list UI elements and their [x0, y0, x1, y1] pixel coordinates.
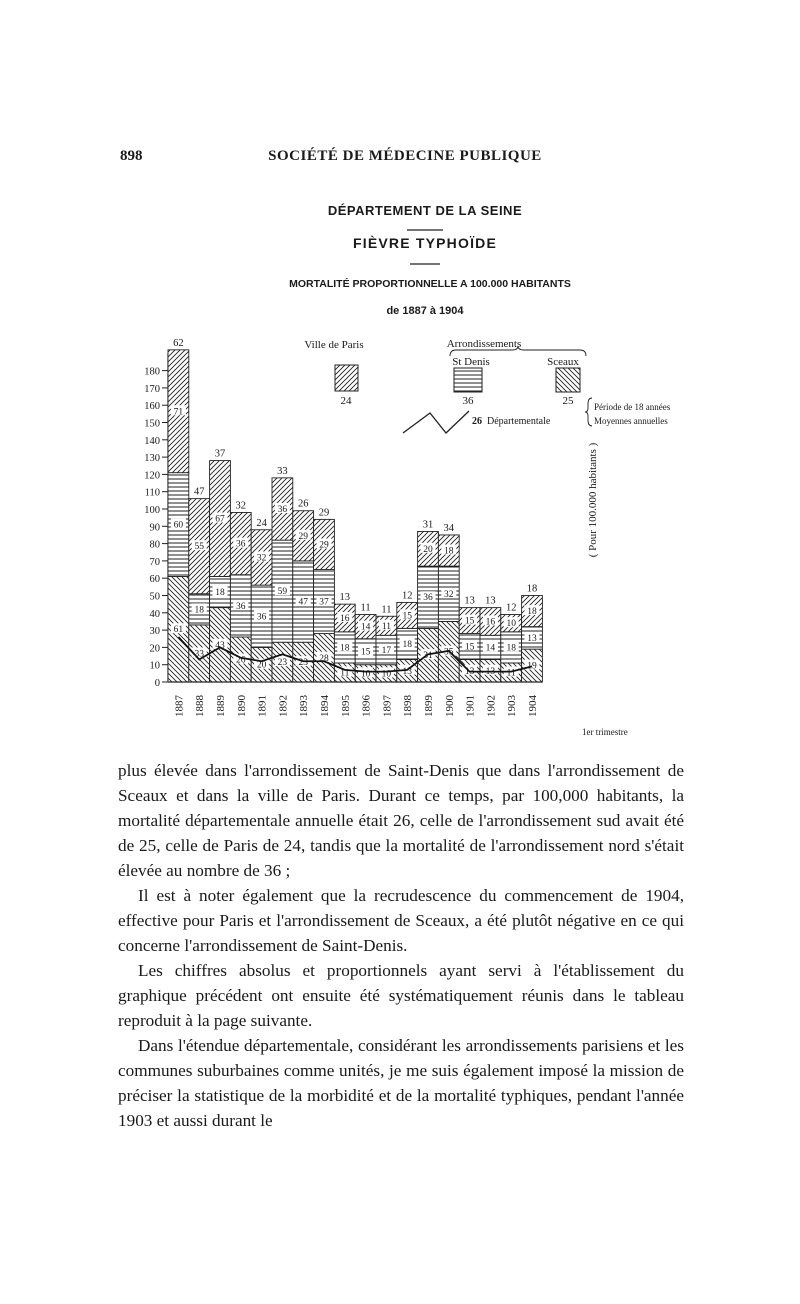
- y-tick-label: 70: [149, 556, 160, 568]
- bar-top-label: 31: [422, 519, 434, 531]
- typhoid-mortality-chart: [120, 190, 690, 750]
- bar-top-label: 32: [235, 500, 247, 512]
- value-label-sceaux: 13: [485, 666, 496, 677]
- value-label-stdenis: 37: [319, 597, 329, 608]
- bar-top-label: 13: [464, 595, 475, 607]
- value-label-stdenis: 18: [194, 605, 204, 616]
- y-tick-label: 150: [144, 418, 160, 430]
- legend-ville-label: Ville de Paris: [304, 339, 364, 351]
- bar-top-label: 11: [360, 602, 371, 614]
- value-label-sceaux: 11: [340, 668, 350, 679]
- bar-top-label: 37: [214, 448, 226, 460]
- legend-dept-line: [403, 411, 469, 433]
- bar-top-label: 33: [277, 465, 288, 477]
- value-label-sceaux: 11: [506, 668, 516, 679]
- y-tick-label: 110: [144, 487, 160, 499]
- x-tick-label: 1898: [402, 695, 415, 717]
- chart-title-4: de 1887 à 1904: [386, 305, 464, 317]
- x-tick-label: 1897: [381, 695, 394, 717]
- value-label-stdenis: 36: [236, 601, 246, 612]
- legend-dept-value: 26: [472, 416, 482, 427]
- y-tick-label: 160: [144, 401, 160, 413]
- legend-swatch-sceaux: [556, 368, 580, 392]
- chart-legend: [304, 338, 670, 557]
- bar-top-label: 18: [526, 583, 538, 595]
- footnote-first-quarter: 1er trimestre: [582, 727, 628, 737]
- body-paragraph: plus élevée dans l'arrondissement de Saint-Denis que dans l'arrondissement de Sceaux et dans la ville de Paris. Durant ce temps, par 100,000 habitants, la mortalité départementale annuelle était 26, celle de l'arrondissement sud avait été de 25, celle de Paris de 24, tandis que la mortalité de l'arrondissement nord s'était élevée au nombre de 36 ;: [118, 761, 684, 880]
- value-label-paris: 15: [402, 611, 412, 622]
- value-label-sceaux: 13: [464, 666, 475, 677]
- value-label-paris: 11: [381, 621, 391, 632]
- y-tick-label: 50: [149, 591, 160, 603]
- bar-top-label: 12: [401, 590, 413, 602]
- value-label-sceaux: 10: [381, 669, 392, 680]
- x-tick-label: 1892: [277, 695, 290, 717]
- chart-title-2: FIÈVRE TYPHOÏDE: [352, 235, 498, 251]
- legend-stdenis-label: St Denis: [452, 356, 490, 368]
- value-label-paris: 18: [444, 546, 454, 557]
- x-tick-label: 1891: [256, 695, 269, 717]
- value-label-stdenis: 59: [277, 587, 288, 598]
- x-tick-label: 1889: [215, 695, 227, 717]
- value-label-sceaux: 28: [319, 653, 329, 664]
- bar-top-label: 13: [339, 592, 351, 604]
- value-label-paris: 29: [298, 531, 308, 542]
- bar-top-label: 29: [318, 507, 330, 519]
- bar-top-label: 47: [193, 486, 205, 498]
- x-tick-label: 1900: [443, 695, 456, 717]
- value-label-paris: 14: [360, 622, 371, 633]
- y-tick-label: 130: [144, 453, 160, 465]
- value-label-paris: 16: [340, 613, 350, 624]
- value-label-paris: 15: [464, 616, 475, 627]
- bar-top-label: 26: [297, 498, 309, 510]
- y-tick-label: 10: [149, 660, 160, 672]
- value-label-paris: 16: [485, 617, 496, 628]
- y-axis: [144, 353, 168, 689]
- legend-value-stdenis: 36: [462, 395, 474, 407]
- value-label-sceaux: 43: [215, 640, 225, 651]
- value-label-sceaux: 35: [444, 647, 454, 658]
- y-tick-label: 30: [149, 626, 160, 638]
- x-tick-label: 1894: [319, 695, 331, 717]
- x-tick-label: 1902: [485, 695, 498, 717]
- value-label-sceaux: 61: [173, 625, 184, 636]
- value-label-paris: 71: [173, 407, 184, 418]
- x-axis: [168, 682, 542, 717]
- x-tick-label: 1887: [173, 695, 186, 717]
- value-label-paris: 55: [194, 542, 204, 553]
- chart-title-1: DÉPARTEMENT DE LA SEINE: [327, 203, 523, 218]
- bar-top-label: 24: [256, 517, 267, 529]
- page-number: 898: [120, 148, 143, 164]
- value-label-sceaux: 31: [423, 651, 433, 662]
- value-label-paris: 18: [527, 607, 537, 618]
- value-label-sceaux: 26: [236, 655, 246, 666]
- value-label-paris: 10: [506, 619, 516, 630]
- y-tick-label: 60: [149, 574, 160, 586]
- value-label-paris: 29: [319, 540, 329, 551]
- body-paragraph: Les chiffres absolus et proportionnels ayant servi à l'établissement du graphique précédent ont ensuite été systématiquement réunis dans le tableau reproduit à la page suivante.: [118, 961, 684, 1030]
- bar-top-label: 62: [173, 337, 184, 349]
- value-label-stdenis: 18: [215, 588, 225, 599]
- value-label-stdenis: 17: [381, 645, 392, 656]
- legend-side-note: ( Pour 100.000 habitants ): [587, 442, 599, 558]
- y-tick-label: 170: [144, 383, 160, 395]
- x-tick-label: 1888: [194, 695, 207, 717]
- x-tick-label: 1899: [423, 695, 435, 717]
- legend-swatch-stdenis: [454, 368, 482, 392]
- legend-note-averages: Moyennes annuelles: [594, 416, 668, 426]
- value-label-stdenis: 18: [506, 643, 516, 654]
- value-label-sceaux: 33: [194, 649, 204, 660]
- value-label-paris: 36: [236, 539, 246, 550]
- value-label-sceaux: 19: [527, 661, 537, 672]
- running-head: SOCIÉTÉ DE MÉDECINE PUBLIQUE: [268, 148, 542, 164]
- y-tick-label: 40: [149, 608, 160, 620]
- body-paragraph: Dans l'étendue départementale, considérant les arrondissements parisiens et les communes suburbaines comme unités, je me suis également imposé la mission de préciser la statistique de la morbidité et de la mortalité typhiques, pendant l'année 1903 et aussi durant le: [118, 1036, 684, 1130]
- y-tick-label: 180: [144, 366, 160, 378]
- x-tick-label: 1893: [298, 695, 311, 717]
- legend-value-sceaux: 25: [562, 395, 574, 407]
- value-label-sceaux: 20: [256, 660, 267, 671]
- y-tick-label: 100: [144, 505, 160, 516]
- x-tick-label: 1901: [464, 695, 477, 717]
- value-label-stdenis: 47: [298, 597, 308, 608]
- y-tick-label: 90: [149, 522, 160, 534]
- y-tick-label: 20: [149, 643, 160, 655]
- x-tick-label: 1904: [527, 695, 539, 717]
- bar-top-label: 12: [505, 602, 517, 614]
- value-label-stdenis: 15: [360, 647, 371, 658]
- legend-arrondissements-label: Arrondissements: [446, 338, 522, 350]
- body-text: [118, 758, 684, 1133]
- body-paragraph: Il est à noter également que la recrudescence du commencement de 1904, effective pour Paris et l'arrondissement de Sceaux, a été plutôt négative en ce qui concerne l'arrondissement de Saint-Denis.: [118, 886, 684, 955]
- value-label-paris: 67: [215, 514, 225, 525]
- bar-top-label: 11: [381, 604, 392, 616]
- chart-title-3: MORTALITÉ PROPORTIONNELLE A 100.000 HABITANTS: [289, 278, 571, 290]
- value-label-paris: 20: [423, 544, 433, 555]
- value-label-stdenis: 32: [444, 589, 454, 600]
- value-label-stdenis: 36: [423, 593, 433, 604]
- value-label-paris: 36: [277, 505, 288, 515]
- value-label-stdenis: 14: [485, 643, 496, 654]
- bar-top-label: 34: [443, 522, 455, 534]
- x-tick-label: 1903: [506, 695, 519, 717]
- value-label-paris: 32: [256, 553, 267, 564]
- value-label-stdenis: 13: [527, 633, 537, 644]
- x-tick-label: 1890: [235, 695, 248, 717]
- value-label-sceaux: 23: [277, 658, 288, 669]
- legend-value-paris: 24: [340, 395, 352, 407]
- legend-sceaux-label: Sceaux: [547, 356, 579, 368]
- value-label-stdenis: 36: [256, 612, 267, 623]
- value-label-stdenis: 15: [464, 642, 475, 653]
- value-label-sceaux: 23: [298, 658, 308, 669]
- legend-dept-label: Départementale: [487, 416, 551, 427]
- legend-note-period: Période de 18 années: [594, 402, 671, 412]
- x-tick-label: 1895: [339, 695, 352, 717]
- page-header: [120, 148, 690, 172]
- legend-note-brace: [585, 398, 592, 426]
- y-tick-label: 0: [154, 678, 160, 689]
- value-label-stdenis: 18: [340, 643, 350, 654]
- legend-swatch-paris: [335, 365, 358, 391]
- value-label-sceaux: 10: [360, 669, 371, 680]
- value-label-sceaux: 13: [402, 666, 412, 677]
- value-label-stdenis: 60: [173, 520, 184, 531]
- y-tick-label: 80: [149, 539, 160, 551]
- bar-top-label: 13: [485, 595, 496, 607]
- x-tick-label: 1896: [360, 695, 373, 717]
- y-tick-label: 120: [144, 470, 160, 482]
- value-label-stdenis: 18: [402, 639, 412, 650]
- y-tick-label: 140: [144, 435, 160, 447]
